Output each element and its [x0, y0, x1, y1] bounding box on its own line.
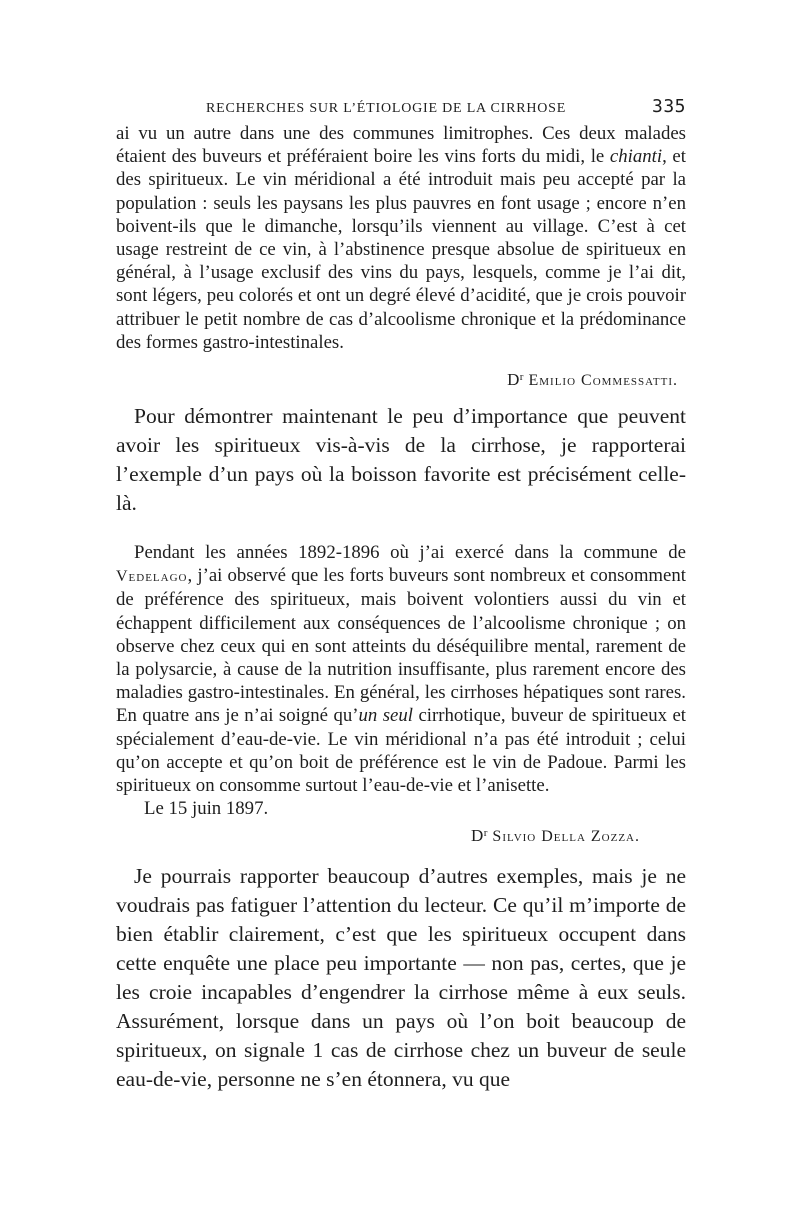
sig1-prefix: D [507, 370, 520, 390]
running-header [116, 96, 686, 120]
sig1-name: Emilio Commessatti. [528, 372, 678, 390]
p3-text-a: Pendant les années 1892-1896 où j’ai exercé dans la commune de [134, 542, 686, 564]
signature-commessatti [116, 366, 686, 392]
p3-text-d: cirrhotique, buveur de spiritueux et spécialement d’eau-de-vie. Le vin méridional n’a pas été introduit ; celui qu’on accepte et qu’on boit de préférence est le vin de Padoue. Parmi les spiritueux on consomme surtout l’eau-de-vie et l’anisette. [116, 705, 686, 797]
paragraph-conclusion: Je pourrais rapporter beaucoup d’autres exemples, mais je ne voudrais pas fatiguer l’attention du lecteur. Ce qu’il m’importe de bien établir clairement, c’est que les spiritueux occupent dans cette enquête une place peu importante — non pas, certes, que je les croie incapables d’engendrer la cirrhose même à eux seuls. Assurément, lorsque dans un pays où l’on boit beaucoup de spiritueux, on signale 1 cas de cirrhose chez un buveur de seule eau-de-vie, personne ne s’en étonnera, vu que [116, 864, 686, 1092]
sig1-sup: r [519, 371, 524, 384]
page-number: 335 [651, 96, 686, 117]
running-title: RECHERCHES SUR L’ÉTIOLOGIE DE LA CIRRHOSE [206, 101, 567, 116]
sig2-sup: r [483, 827, 488, 840]
p1-italic-chianti: chianti [609, 146, 663, 168]
p1-text-a: ai vu un autre dans une des communes limitrophes. Ces deux malades étaient des buveurs et préféraient boire les vins forts du midi, le [116, 123, 686, 168]
paragraph-spiritueux-intro: Pour démontrer maintenant le peu d’importance que peuvent avoir les spiritueux vis-à-vis de la cirrhose, je rapporterai l’exemple d’un pays où la boisson favorite est précisément celle-là. [116, 404, 686, 516]
sig2-prefix: D [471, 826, 484, 846]
p3-italic-un-seul: un seul [358, 705, 413, 727]
letter-date: Le 15 juin 1897. [144, 798, 269, 820]
p3-place-vedelago: Vedelago [116, 568, 188, 586]
page [116, 96, 686, 1094]
paragraph-vedelago-letter [116, 541, 686, 797]
paragraph-letter-continuation [116, 122, 686, 354]
p3-text-b: , j’ai observé que les forts buveurs sont nombreux et consomment de préférence des spiritueux, mais boivent volontiers aussi du vin et échappent difficilement aux conséquences de l’alcoolisme chronique ; on observe chez ceux qui en sont atteints du déséquilibre mental, rarement de la polysarcie, à cause de la nutrition insuffisante, plus rarement encore des maladies gastro-intestinales. En général, les cirrhoses hépatiques sont rares. En quatre ans je n’ai soigné qu’ [116, 565, 686, 727]
p1-text-c: , et des spiritueux. Le vin méridional a été introduit mais peu accepté par la population : seuls les paysans les plus pauvres en font usage ; encore n’en boivent-ils que le dimanche, lorsqu’ils viennent au village. C’est à cet usage restreint de ce vin, à l’abstinence presque absolue de spiritueux en général, à l’usage exclusif des vins du pays, lesquels, comme je l’ai dit, sont légers, peu colorés et ont un degré élevé d’acidité, que je crois pouvoir attribuer le petit nombre de cas d’alcoolisme chronique et la prédominance des formes gastro-intestinales. [116, 146, 686, 353]
signature-della-zozza [116, 822, 686, 848]
sig2-name: Silvio Della Zozza. [492, 828, 640, 846]
